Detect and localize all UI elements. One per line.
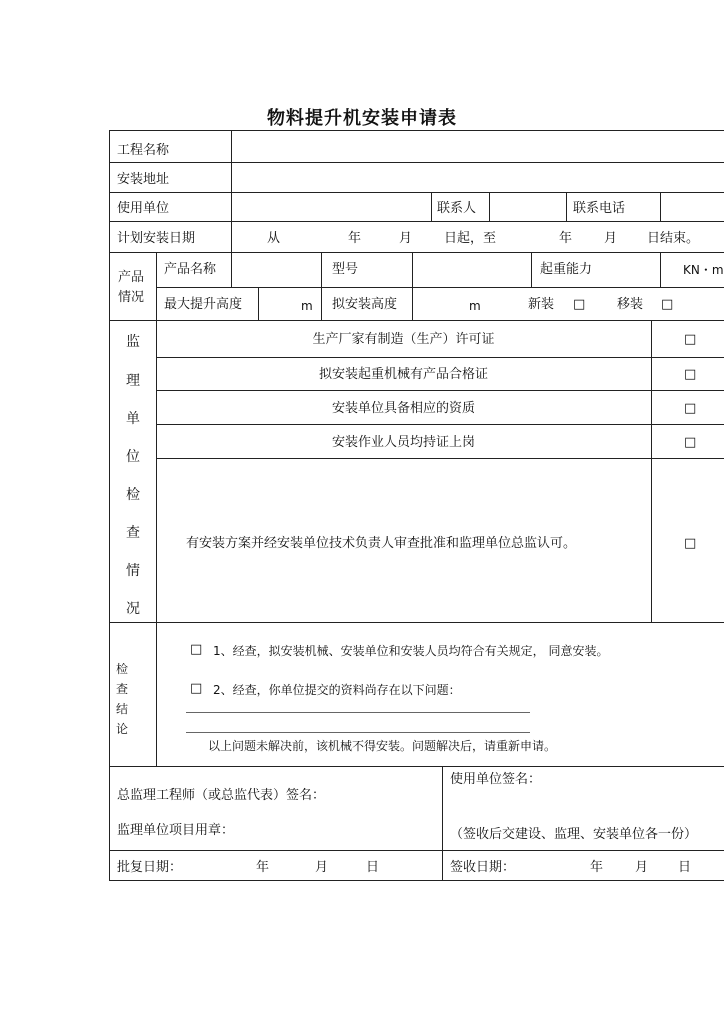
approve-month: 月 <box>315 860 329 875</box>
inspection-section-label: 单 <box>126 411 140 427</box>
table-line <box>489 192 490 221</box>
table-line <box>109 252 724 253</box>
conclusion-section-label: 查 <box>116 682 129 696</box>
label-contact-phone: 联系电话 <box>573 201 626 216</box>
date-day-to: 日起，至 <box>444 231 497 246</box>
conclusion-section-label: 结 <box>116 702 129 716</box>
inspection-item: 安装单位具备相应的资质 <box>331 401 475 416</box>
label-project-name: 工程名称 <box>117 143 170 158</box>
inspection-checkbox[interactable]: □ <box>684 401 697 416</box>
label-model: 型号 <box>332 262 359 277</box>
date-month: 月 <box>399 231 413 246</box>
inspection-checkbox[interactable]: □ <box>684 435 697 450</box>
table-line <box>231 252 232 287</box>
table-line <box>156 424 724 425</box>
table-line <box>109 192 724 193</box>
inspection-checkbox[interactable]: □ <box>684 367 697 382</box>
label-lifting-capacity: 起重能力 <box>540 262 593 277</box>
inspection-checkbox[interactable]: □ <box>684 536 697 551</box>
date-year: 年 <box>348 231 362 246</box>
label-user-unit: 使用单位 <box>117 201 170 216</box>
table-line <box>660 192 661 221</box>
date-end-day: 日结束。 <box>647 231 700 246</box>
form-title: 物料提升机安装申请表 <box>267 108 457 129</box>
table-line <box>109 880 724 881</box>
date-end-year: 年 <box>559 231 573 246</box>
table-line <box>156 287 724 288</box>
table-line <box>651 320 652 622</box>
table-line <box>109 320 724 321</box>
receive-month: 月 <box>635 860 649 875</box>
label-planned-height: 拟安装高度 <box>332 297 398 312</box>
table-line <box>109 850 724 851</box>
receive-year: 年 <box>590 860 604 875</box>
inspection-section-label: 理 <box>126 373 140 389</box>
product-section-label: 产品 <box>118 270 145 285</box>
inspection-section-label: 情 <box>126 563 140 579</box>
inspection-checkbox[interactable]: □ <box>684 332 697 347</box>
table-line <box>156 252 157 766</box>
approve-day: 日 <box>366 860 380 875</box>
table-line <box>109 766 724 767</box>
inspection-item: 生产厂家有制造（生产）许可证 <box>312 332 495 347</box>
relocate-checkbox[interactable]: □ <box>661 297 674 312</box>
conclusion-issue-text: 2、经查，你单位提交的资料尚存在以下问题： <box>213 683 461 697</box>
table-line <box>109 162 724 163</box>
label-plan-date: 计划安装日期 <box>117 231 196 246</box>
conclusion-note: 以上问题未解决前，该机械不得安装。问题解决后，请重新申请。 <box>208 739 557 753</box>
approve-date-label: 批复日期： <box>117 860 183 875</box>
chief-supervisor-signature: 总监理工程师（或总监代表）签名： <box>117 788 326 803</box>
conclusion-issue-checkbox[interactable]: □ <box>190 681 203 696</box>
height-unit: m <box>301 299 313 313</box>
conclusion-section-label: 检 <box>116 662 129 676</box>
label-relocate: 移装 <box>617 297 644 312</box>
receive-day: 日 <box>678 860 692 875</box>
copy-distribution-note: （签收后交建设、监理、安装单位各一份） <box>450 827 698 842</box>
table-line <box>566 192 567 221</box>
inspection-section-label: 监 <box>126 334 140 350</box>
new-install-checkbox[interactable]: □ <box>573 297 586 312</box>
table-line <box>156 390 724 391</box>
supervision-unit-seal: 监理单位项目用章： <box>117 823 235 838</box>
label-install-address: 安装地址 <box>117 172 170 187</box>
inspection-item: 安装作业人员均持证上岗 <box>331 435 475 450</box>
capacity-unit: KN・m <box>683 263 724 277</box>
inspection-item: 拟安装起重机械有产品合格证 <box>318 367 488 382</box>
conclusion-section-label: 论 <box>116 722 129 736</box>
inspection-section-label: 位 <box>126 449 140 465</box>
conclusion-approve-text: 1、经查，拟安装机械、安装单位和安装人员均符合有关规定， 同意安装。 <box>213 644 609 658</box>
inspection-section-label: 检 <box>126 487 140 503</box>
answer-line <box>186 732 530 733</box>
date-end-month: 月 <box>604 231 618 246</box>
user-unit-signature: 使用单位签名： <box>450 772 542 787</box>
answer-line <box>186 712 530 713</box>
table-line <box>156 357 724 358</box>
table-line <box>109 130 110 880</box>
table-line <box>109 622 724 623</box>
table-line <box>531 252 532 287</box>
approve-year: 年 <box>256 860 270 875</box>
label-max-height: 最大提升高度 <box>164 297 243 312</box>
date-from: 从 <box>267 231 281 246</box>
table-line <box>258 287 259 320</box>
label-product-name: 产品名称 <box>164 262 217 277</box>
inspection-section-label: 况 <box>126 601 140 617</box>
inspection-section-label: 查 <box>126 525 140 541</box>
table-line <box>109 221 724 222</box>
table-line <box>231 130 232 252</box>
product-section-label: 情况 <box>118 290 145 305</box>
table-line <box>321 287 322 320</box>
inspection-item: 有安装方案并经安装单位技术负责人审查批准和监理单位总监认可。 <box>186 536 577 551</box>
table-line <box>109 130 724 131</box>
label-new-install: 新装 <box>528 297 555 312</box>
table-line <box>431 192 432 221</box>
table-line <box>321 252 322 287</box>
receive-date-label: 签收日期： <box>450 860 516 875</box>
table-line <box>442 766 443 880</box>
table-line <box>412 252 413 320</box>
label-contact-person: 联系人 <box>437 201 477 216</box>
planned-height-unit: m <box>469 299 481 313</box>
table-line <box>660 252 661 287</box>
table-line <box>156 458 724 459</box>
conclusion-approve-checkbox[interactable]: □ <box>190 642 203 657</box>
